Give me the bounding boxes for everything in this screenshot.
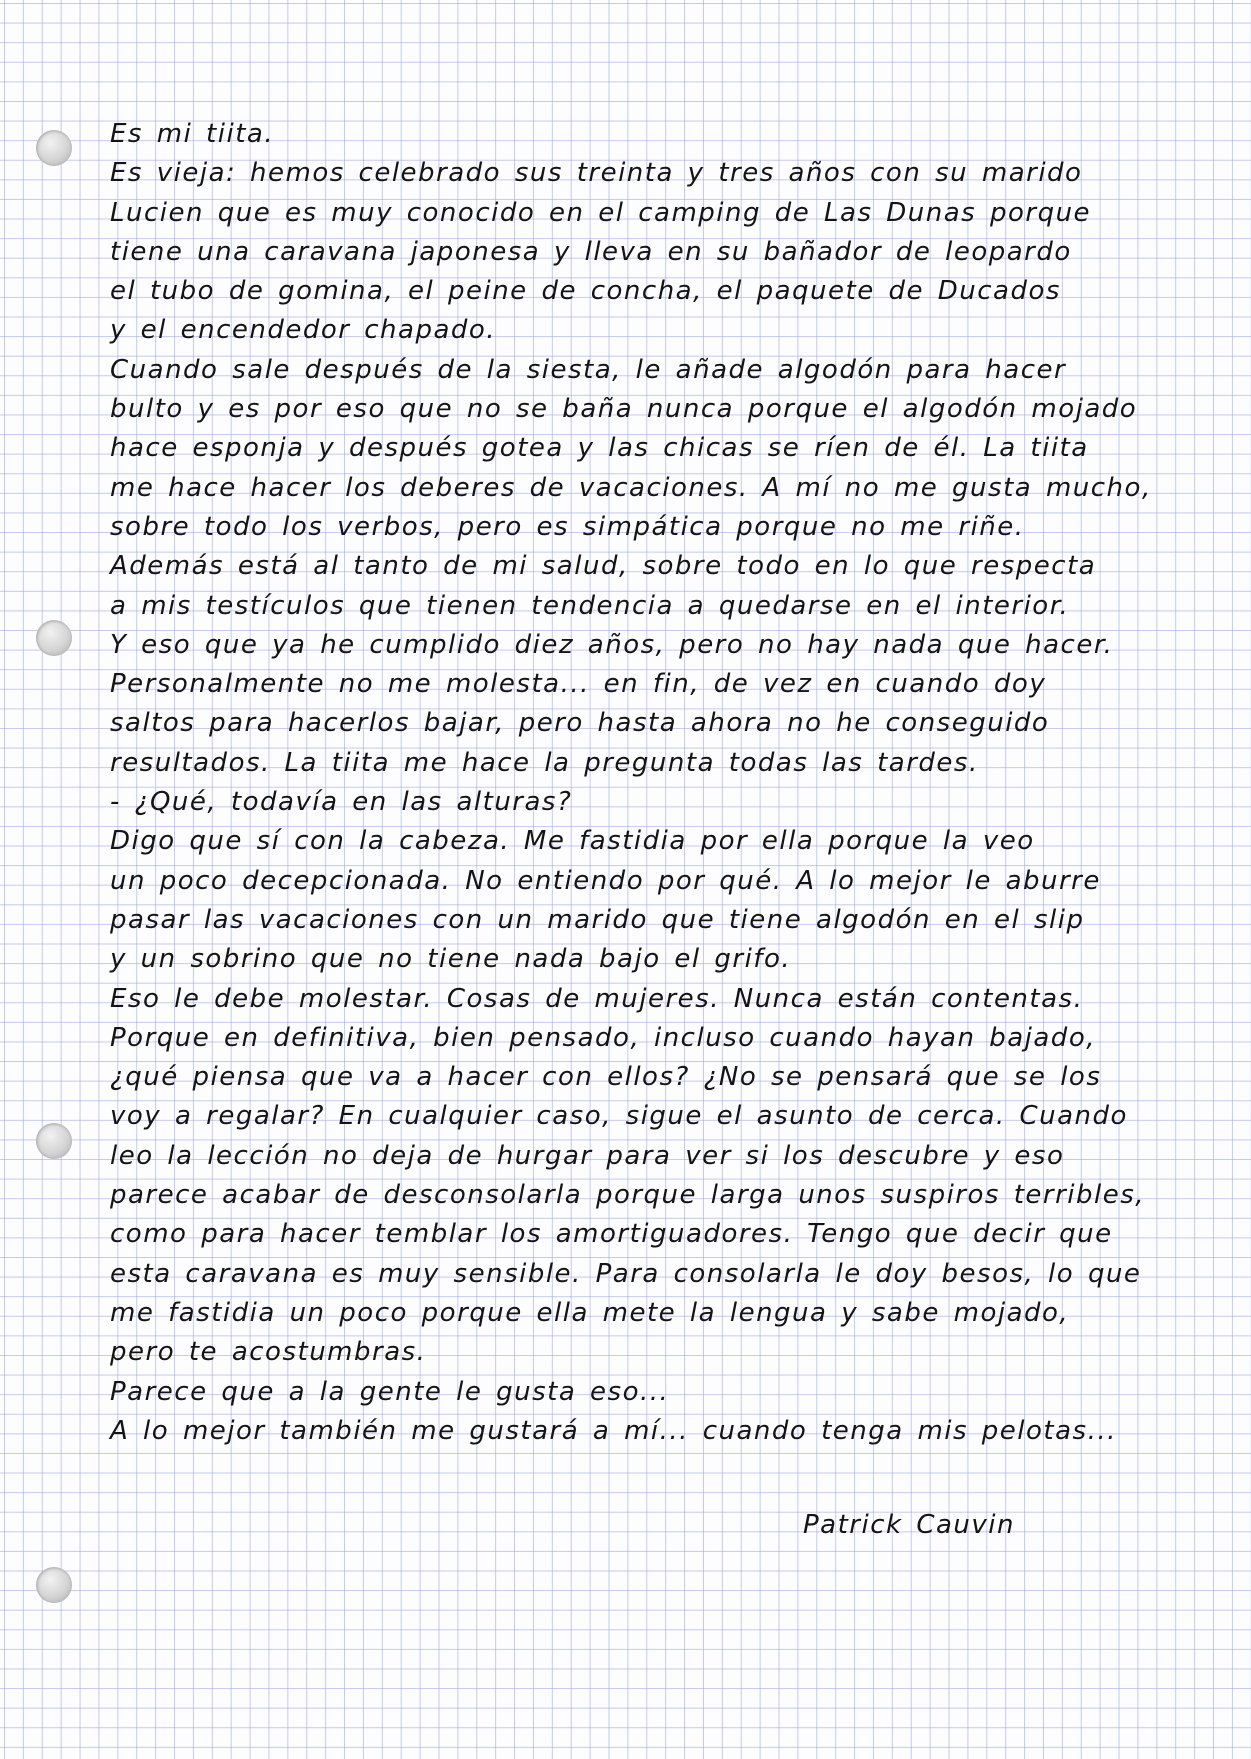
author-signature: Patrick Cauvin bbox=[803, 1510, 1015, 1540]
binder-hole bbox=[36, 1567, 72, 1603]
text-line: un poco decepcionada. No entiendo por qué. A lo mejor le aburre bbox=[110, 865, 1101, 896]
text-line: el tubo de gomina, el peine de concha, el paquete de Ducados bbox=[110, 276, 1061, 307]
text-line: Es mi tiita. bbox=[110, 119, 275, 149]
text-line: tiene una caravana japonesa y lleva en su bañador de leopardo bbox=[110, 236, 1072, 267]
binder-hole bbox=[36, 130, 72, 166]
text-line: pero te acostumbras. bbox=[110, 1337, 427, 1368]
text-line: Es vieja: hemos celebrado sus treinta y tres años con su marido bbox=[110, 158, 1083, 189]
text-line: hace esponja y después gotea y las chicas se ríen de él. La tiita bbox=[110, 433, 1089, 464]
text-line: sobre todo los verbos, pero es simpática porque no me riñe. bbox=[110, 511, 1025, 542]
handwritten-text bbox=[110, 115, 1210, 1451]
text-line: como para hacer temblar los amortiguadores. Tengo que decir que bbox=[110, 1219, 1113, 1250]
text-line: Personalmente no me molesta... en fin, de vez en cuando doy bbox=[110, 669, 1047, 700]
text-line: pasar las vacaciones con un marido que tiene algodón en el slip bbox=[110, 904, 1085, 935]
text-line: Y eso que ya he cumplido diez años, pero no hay nada que hacer. bbox=[110, 629, 1114, 660]
text-line: esta caravana es muy sensible. Para consolarla le doy besos, lo que bbox=[110, 1258, 1142, 1289]
text-line: leo la lección no deja de hurgar para ver si los descubre y eso bbox=[110, 1140, 1065, 1171]
text-line: Parece que a la gente le gusta eso... bbox=[110, 1376, 670, 1407]
text-line: - ¿Qué, todavía en las alturas? bbox=[110, 787, 573, 818]
text-line: Además está al tanto de mi salud, sobre todo en lo que respecta bbox=[110, 551, 1097, 582]
binder-hole bbox=[36, 620, 72, 656]
text-line: A lo mejor también me gustará a mí... cuando tenga mis pelotas... bbox=[110, 1415, 1117, 1446]
text-line: a mis testículos que tienen tendencia a quedarse en el interior. bbox=[110, 590, 1070, 621]
text-line: ¿qué piensa que va a hacer con ellos? ¿No se pensará que se los bbox=[110, 1062, 1102, 1093]
text-line: saltos para hacerlos bajar, pero hasta ahora no he conseguido bbox=[110, 708, 1050, 739]
text-line: Eso le debe molestar. Cosas de mujeres. Nunca están contentas. bbox=[110, 983, 1084, 1014]
text-line: me fastidia un poco porque ella mete la lengua y sabe mojado, bbox=[110, 1297, 1070, 1328]
text-line: Porque en definitiva, bien pensado, incluso cuando hayan bajado, bbox=[110, 1022, 1096, 1053]
text-line: voy a regalar? En cualquier caso, sigue el asunto de cerca. Cuando bbox=[110, 1101, 1128, 1132]
text-line: bulto y es por eso que no se baña nunca porque el algodón mojado bbox=[110, 394, 1138, 425]
binder-hole bbox=[36, 1123, 72, 1159]
text-line: Digo que sí con la cabeza. Me fastidia por ella porque la veo bbox=[110, 826, 1035, 857]
text-line: Lucien que es muy conocido en el camping de Las Dunas porque bbox=[110, 197, 1092, 228]
text-line: me hace hacer los deberes de vacaciones. A mí no me gusta mucho, bbox=[110, 472, 1152, 503]
text-line: y un sobrino que no tiene nada bajo el grifo. bbox=[110, 944, 792, 975]
text-line: resultados. La tiita me hace la pregunta todas las tardes. bbox=[110, 747, 979, 778]
text-line: parece acabar de desconsolarla porque larga unos suspiros terribles, bbox=[110, 1180, 1146, 1211]
text-line: Cuando sale después de la siesta, le añade algodón para hacer bbox=[110, 354, 1067, 385]
text-line: y el encendedor chapado. bbox=[110, 315, 497, 346]
